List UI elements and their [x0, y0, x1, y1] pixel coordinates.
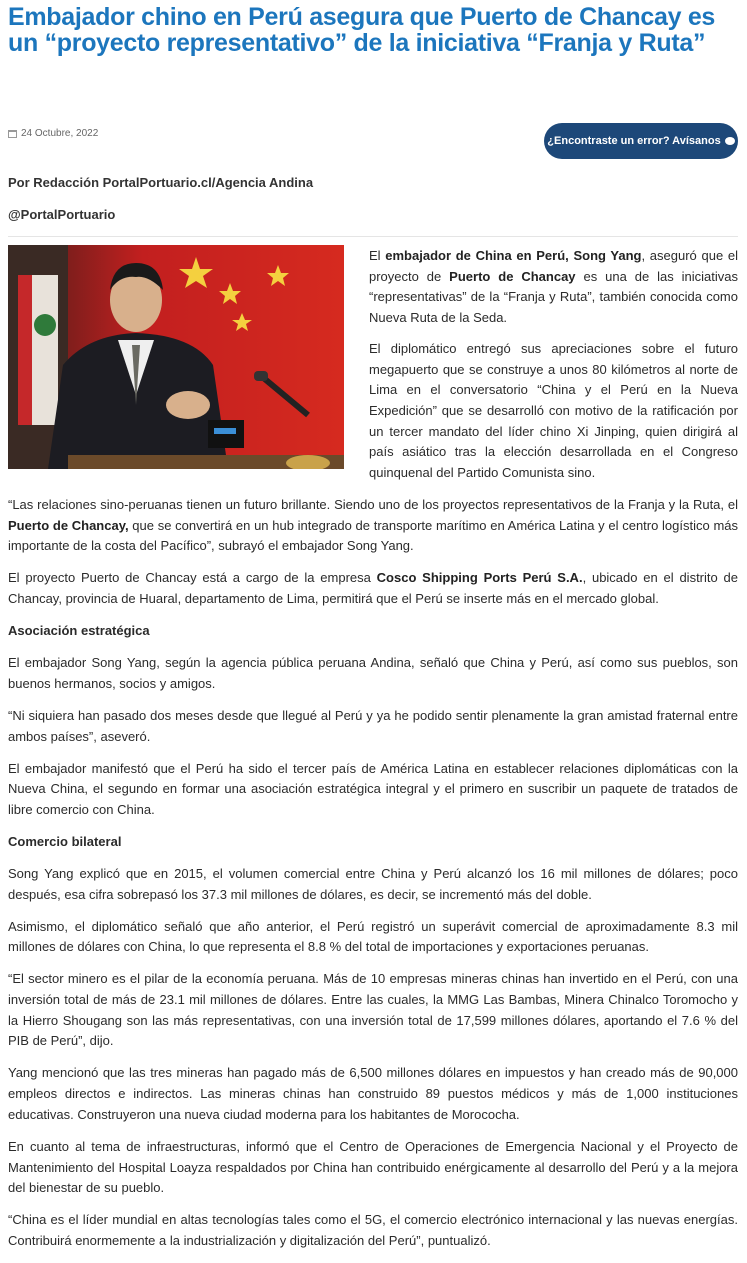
calendar-icon — [8, 130, 17, 138]
divider — [8, 236, 738, 237]
paragraph: “Ni siquiera han pasado dos meses desde que llegué al Perú y ya he podido sentir plenamente la gran amistad fraternal entre ambos países”, aseveró. — [8, 707, 738, 744]
ambassador-photo — [8, 245, 344, 469]
paragraph: El embajador de China en Perú, Song Yang, aseguró que el proyecto de Puerto de Chancay es una de las iniciativas “representativas” de la “Franja y Ruta”, también conocida como Nueva Ruta de la Seda. — [369, 248, 738, 326]
date-text: 24 Octubre, 2022 — [21, 128, 99, 139]
paragraph: Song Yang explicó que en 2015, el volumen comercial entre China y Perú alcanzó los 16 mil millones de dólares; poco después, esa cifra sobrepasó los 37.3 mil millones de dólares, es decir, se incrementó más del doble. — [8, 865, 738, 902]
paragraph: El diplomático entregó sus apreciaciones sobre el futuro megapuerto que se construye a unos 80 kilómetros al norte de Lima en el conversatorio “China y el Perú en la Nueva Expedición” que se desarrolló con motivo de la ratificación por un tercer mandato del líder chino Xi Jinping, quien dirigirá al país asiático tras la elección desarrollada en el Congreso quinquenal del Partido Comunista sino. — [369, 340, 738, 481]
report-error-label: ¿Encontraste un error? Avísanos — [547, 135, 721, 147]
intro-text — [369, 246, 738, 494]
paragraph: Asimismo, el diplomático señaló que año anterior, el Perú registró un superávit comercial de aproximadamente 8.3 mil millones de dólares con China, lo que representa el 8.8 % del total de importaciones y exportaciones peruanas. — [8, 918, 738, 955]
paragraph: “China es el líder mundial en altas tecnologías tales como el 5G, el comercio electrónico internacional y las nuevas energías. Contribuirá enormemente a la industrialización y digitalización del Perú”, puntualizó. — [8, 1212, 738, 1248]
article-title: Embajador chino en Perú asegura que Puerto de Chancay es un “proyecto representativo” de la iniciativa “Franja y Ruta” — [8, 3, 716, 57]
paragraph: En cuanto al tema de infraestructuras, informó que el Centro de Operaciones de Emergencia Nacional y el Proyecto de Mantenimiento del Hospital Loayza respaldados por China han contribuido enérgicamente al desarrollo del Perú y a la mejora del bienestar de su pueblo. — [8, 1138, 738, 1196]
article-date — [8, 128, 98, 139]
byline: Por Redacción PortalPortuario.cl/Agencia Andina — [8, 175, 314, 190]
section-heading: Asociación estratégica — [8, 623, 150, 639]
twitter-handle[interactable]: @PortalPortuario — [8, 207, 116, 222]
paragraph: Yang mencionó que las tres mineras han pagado más de 6,500 millones dólares en impuestos y han creado más de 90,000 empleos directos e indirectos. Las mineras chinas han construido 89 puestos médicos y más de 1,000 instituciones educativas. Construyeron una nueva ciudad moderna para los habitantes de Morococha. — [8, 1065, 738, 1122]
report-error-button[interactable] — [544, 123, 738, 159]
article-photo — [8, 245, 344, 469]
paragraph: “Las relaciones sino-peruanas tienen un futuro brillante. Siendo uno de los proyectos representativos de la Franja y la Ruta, el Puerto de Chancay, que se convertirá en un hub integrado de transporte marítimo en América Latina y el centro logístico más importante de la costa del Pacífico”, subrayó el embajador Song Yang. — [8, 497, 738, 554]
comment-icon — [725, 137, 735, 145]
paragraph: El embajador Song Yang, según la agencia pública peruana Andina, señaló que China y Perú, así como sus pueblos, son buenos hermanos, socios y amigos. — [8, 655, 738, 691]
paragraph: El embajador manifestó que el Perú ha sido el tercer país de América Latina en establecer relaciones diplomáticas con la Nueva China, el segundo en formar una asociación estratégica integral y el primero en suscribir un paquete de tratados de libre comercio con China. — [8, 760, 738, 817]
paragraph: El proyecto Puerto de Chancay está a cargo de la empresa Cosco Shipping Ports Perú S.A., ubicado en el distrito de Chancay, provincia de Huaral, departamento de Lima, permitirá que el Perú se inserte más en el mercado global. — [8, 570, 738, 607]
article-body — [8, 495, 738, 1263]
section-heading: Comercio bilateral — [8, 833, 122, 849]
paragraph: “El sector minero es el pilar de la economía peruana. Más de 10 empresas mineras chinas han invertido en el Perú, con una inversión total de más de 23.1 mil millones de dólares. Entre las cuales, la MMG Las Bambas, Minera Chinalco Toromocho y la Hierro Shougang son las más representativas, con una inversión total de 17,599 millones dólares, aportando el 7.6 % del PIB de Perú”, dijo. — [8, 971, 738, 1049]
